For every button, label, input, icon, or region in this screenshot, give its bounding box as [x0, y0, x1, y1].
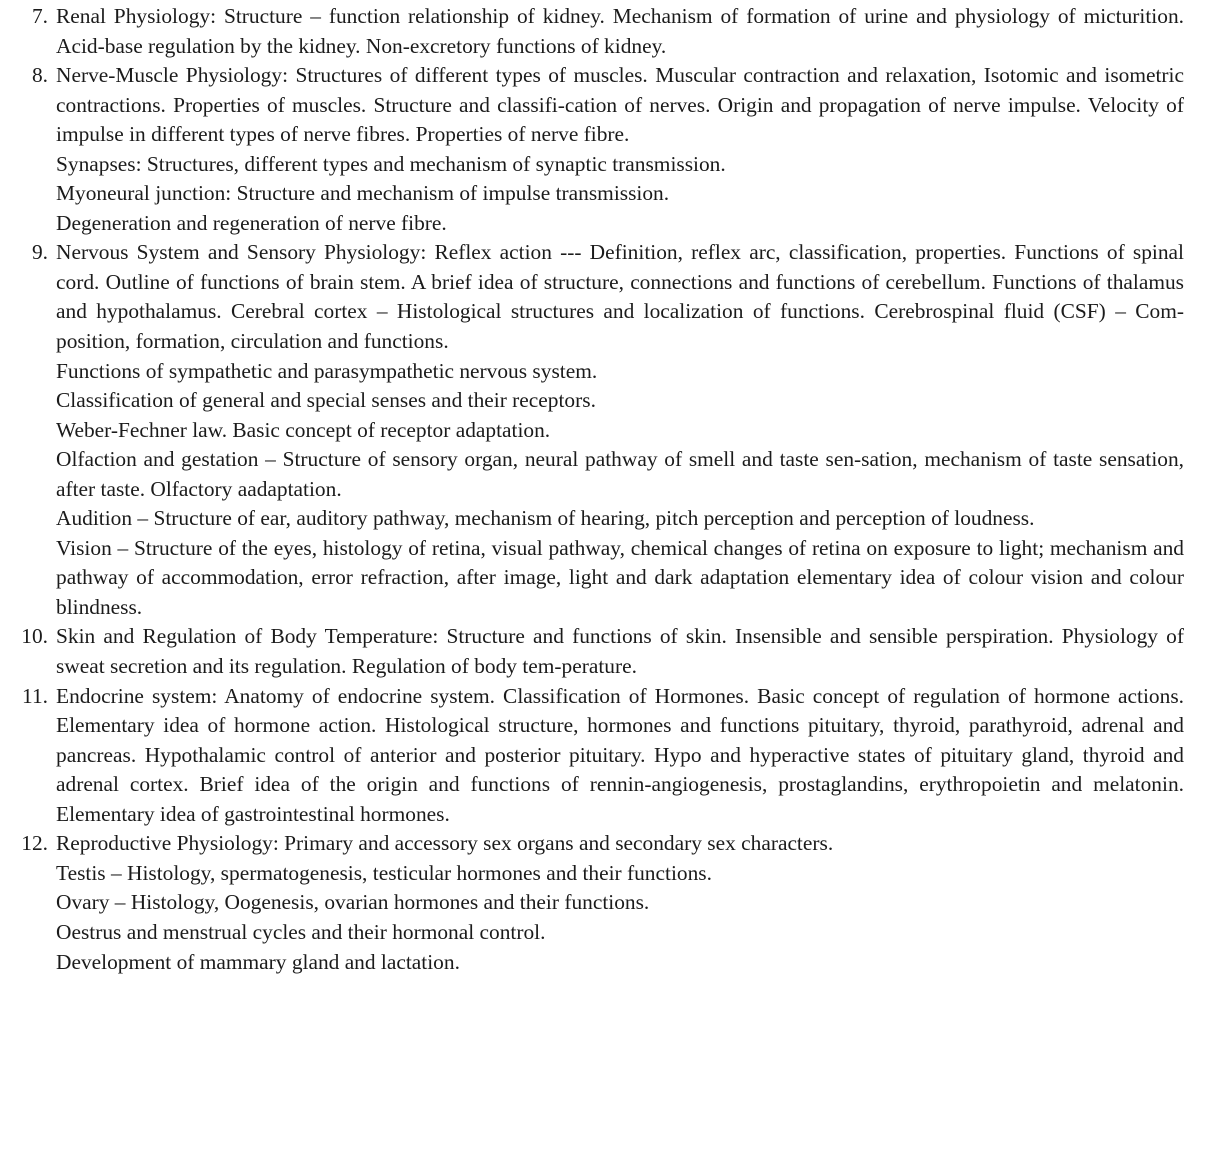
list-item-number: 8. [31, 63, 48, 88]
list-item-body [48, 2, 1184, 61]
list-item-number: 9. [31, 240, 48, 265]
list-item-body [48, 622, 1184, 681]
sub-paragraph: Ovary – Histology, Oogenesis, ovarian hormones and their functions. [56, 890, 650, 915]
paragraph: Skin and Regulation of Body Temperature: Structure and functions of skin. Insensible and sensible perspiration. Physiology of sweat secretion and its regulation. Regulation of body tem-perature. [56, 624, 1184, 679]
sub-paragraph: Synapses: Structures, different types and mechanism of synaptic transmission. [56, 151, 726, 176]
list-item-body [48, 682, 1184, 830]
list-item-number: 7. [31, 4, 48, 28]
list-item-number: 12. [21, 831, 48, 856]
list-item [8, 61, 1184, 238]
list-item [8, 829, 1184, 977]
paragraph: Nervous System and Sensory Physiology: Reflex action --- Definition, reflex arc, classification, properties. Functions of spinal cord. Outline of functions of brain stem. A brief idea of structure, connections and functions of cerebellum. Functions of thalamus and hypothalamus. Cerebral cortex – Histological structures and localization of functions. Cerebrospinal fluid (CSF) – Com-position, formation, circulation and functions. [56, 240, 1184, 354]
paragraph: Nerve-Muscle Physiology: Structures of different types of muscles. Muscular contraction and relaxation, Isotomic and isometric contractions. Properties of muscles. Structure and classifi-cation of nerves. Origin and propagation of nerve impulse. Velocity of impulse in different types of nerve fibres. Properties of nerve fibre. [56, 63, 1184, 147]
sub-paragraph: Classification of general and special senses and their receptors. [56, 388, 596, 413]
paragraph: Audition – Structure of ear, auditory pathway, mechanism of hearing, pitch perception and perception of loudness. [56, 506, 1035, 531]
sub-paragraph: Weber-Fechner law. Basic concept of receptor adaptation. [56, 417, 551, 442]
sub-paragraph: Functions of sympathetic and parasympathetic nervous system. [56, 358, 598, 383]
sub-paragraph: Degeneration and regeneration of nerve fibre. [56, 210, 447, 235]
paragraph: Vision – Structure of the eyes, histology of retina, visual pathway, chemical changes of retina on exposure to light; mechanism and pathway of accommodation, error refraction, after image, light and dark adaptation elementary idea of colour vision and colour blindness. [56, 535, 1184, 619]
list-item [8, 238, 1184, 622]
sub-paragraph: Development of mammary gland and lactation. [56, 949, 460, 974]
sub-paragraph: Myoneural junction: Structure and mechanism of impulse transmission. [56, 181, 670, 206]
list-item [8, 622, 1184, 681]
sub-paragraph: Oestrus and menstrual cycles and their hormonal control. [56, 919, 546, 944]
sub-paragraph: Testis – Histology, spermatogenesis, testicular hormones and their functions. [56, 860, 712, 885]
list-item-number: 11. [22, 683, 48, 708]
list-item-number: 10. [21, 624, 48, 649]
list-item-body [48, 238, 1184, 622]
paragraph: Endocrine system: Anatomy of endocrine system. Classification of Hormones. Basic concept of regulation of hormone actions. Elementary idea of hormone action. Histological structure, hormones and functions pituitary, thyroid, parathyroid, adrenal and pancreas. Hypothalamic control of anterior and posterior pituitary. Hypo and hyperactive states of pituitary gland, thyroid and adrenal cortex. Brief idea of the origin and functions of rennin-angiogenesis, prostaglandins, erythropoietin and melatonin. Elementary idea of gastrointestinal hormones. [56, 683, 1184, 826]
paragraph: Reproductive Physiology: Primary and accessory sex organs and secondary sex characters. [56, 831, 834, 856]
paragraph: Olfaction and gestation – Structure of sensory organ, neural pathway of smell and taste sen-sation, mechanism of taste sensation, after taste. Olfactory aadaptation. [56, 447, 1184, 501]
syllabus-list [8, 2, 1184, 977]
list-item [8, 2, 1184, 61]
paragraph: Renal Physiology: Structure – function relationship of kidney. Mechanism of formation of urine and physiology of micturition. Acid-base regulation by the kidney. Non-excretory functions of kidney. [56, 4, 1184, 58]
list-item-body [48, 829, 1184, 977]
list-item-body [48, 61, 1184, 238]
list-item [8, 682, 1184, 830]
